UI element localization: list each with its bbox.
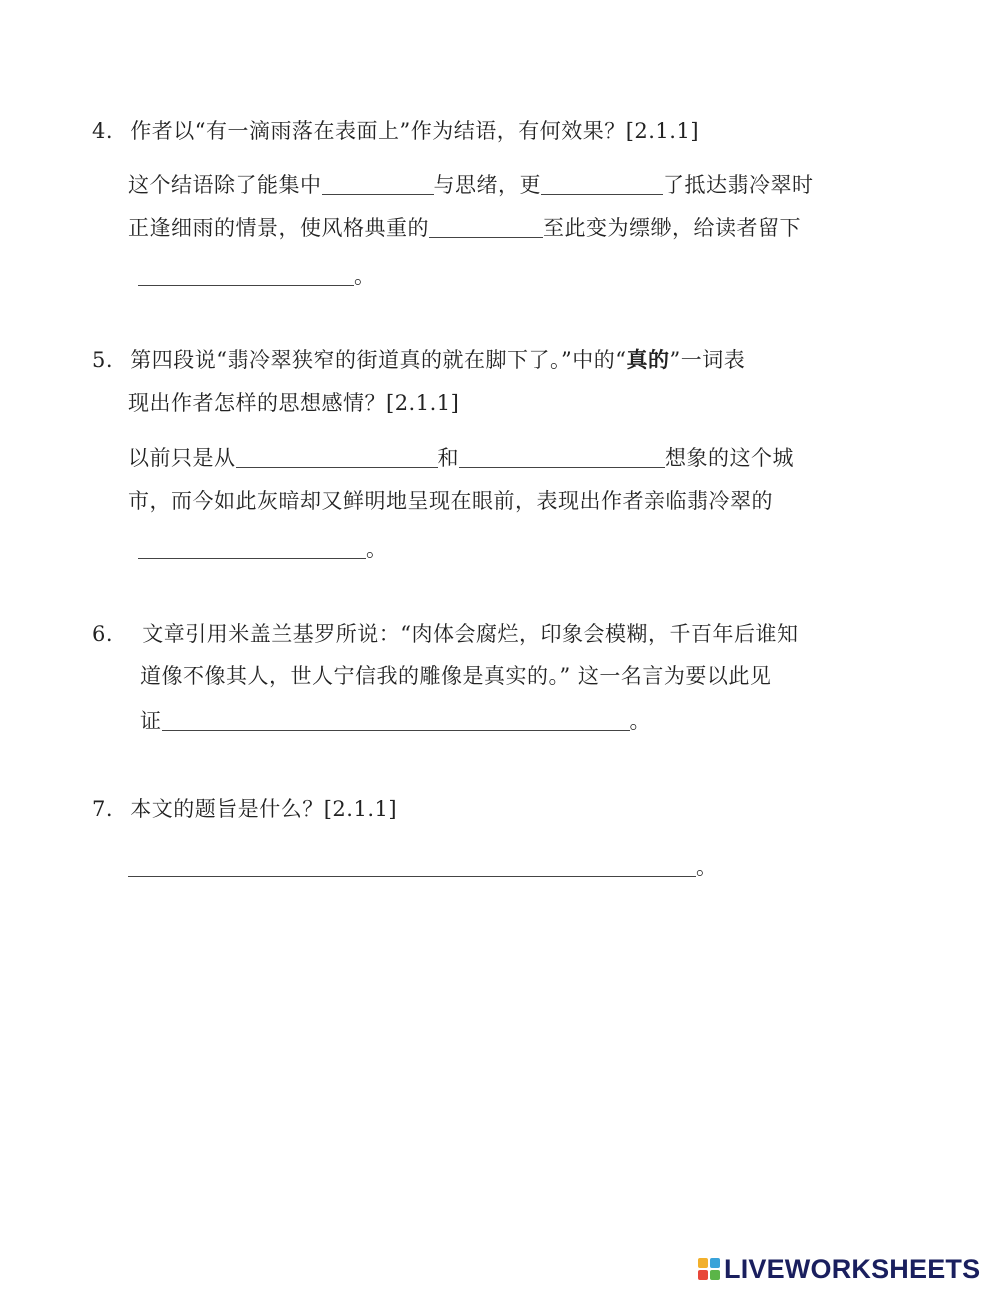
question-4-answer-line-2: [128, 213, 801, 243]
logo-square-icon: [698, 1258, 708, 1268]
question-7-prompt: [92, 794, 397, 824]
question-5-number: 5.: [92, 348, 114, 372]
answer-text: 至此变为缥缈，给读者留下: [543, 216, 801, 240]
question-6-text-line-1: 文章引用米盖兰基罗所说：“肉体会腐烂，印象会模糊，千百年后谁知: [142, 622, 799, 646]
answer-text: 。: [629, 709, 651, 733]
question-5-answer-line-2: 市，而今如此灰暗却又鲜明地呈现在眼前，表现出作者亲临翡冷翠的: [128, 489, 773, 513]
answer-text: 与思绪，更: [433, 173, 541, 197]
logo-square-icon: [710, 1270, 720, 1280]
answer-text: 正逢细雨的情景，使风格典重的: [128, 216, 429, 240]
blank-input[interactable]: [322, 174, 434, 195]
question-6-answer-line: [140, 706, 651, 736]
answer-text: 证: [140, 709, 162, 733]
question-7-number: 7.: [92, 797, 114, 821]
question-5-answer-line-3: [138, 534, 388, 564]
question-4-answer-line-1: [128, 170, 814, 200]
blank-input[interactable]: [138, 265, 354, 286]
question-7-text: 本文的题旨是什么？[2.1.1]: [130, 797, 398, 821]
answer-text: 。: [354, 264, 376, 288]
question-4-prompt: [92, 116, 699, 146]
blank-input[interactable]: [541, 174, 663, 195]
question-6-number: 6.: [92, 622, 114, 646]
logo-square-icon: [710, 1258, 720, 1268]
question-5-answer-line-1: [128, 443, 794, 473]
blank-input[interactable]: [459, 447, 665, 468]
question-4-answer-line-3: [138, 261, 376, 291]
answer-text: 。: [366, 537, 388, 561]
question-5-text-a: 第四段说“翡冷翠狭窄的街道真的就在脚下了。”中的“: [130, 348, 627, 372]
answer-text: 想象的这个城: [665, 446, 794, 470]
blank-input[interactable]: [138, 538, 366, 559]
answer-text: 了抵达翡冷翠时: [663, 173, 814, 197]
question-5-prompt-line-2: 现出作者怎样的思想感情？[2.1.1]: [128, 391, 460, 415]
question-6-prompt: [92, 619, 798, 649]
blank-input[interactable]: [236, 447, 438, 468]
question-5-prompt: [92, 345, 745, 375]
answer-text: 。: [696, 855, 718, 879]
blank-input[interactable]: [128, 856, 696, 877]
question-5-text-b: ”一词表: [669, 348, 746, 372]
answer-text: 这个结语除了能集中: [128, 173, 322, 197]
question-6-text-line-2: 道像不像其人，世人宁信我的雕像是真实的。” 这一名言为要以此见: [140, 664, 772, 688]
question-4-number: 4.: [92, 119, 114, 143]
answer-text: 和: [437, 446, 459, 470]
question-4-text: 作者以“有一滴雨落在表面上”作为结语，有何效果？[2.1.1]: [130, 119, 700, 143]
question-7-answer-line: [128, 852, 718, 882]
blank-input[interactable]: [429, 217, 543, 238]
logo-text: LIVEWORKSHEETS: [724, 1253, 981, 1284]
question-5-bold-word: 真的: [626, 347, 670, 372]
logo-grid-icon: [698, 1258, 720, 1280]
blank-input[interactable]: [162, 710, 630, 731]
logo-square-icon: [698, 1270, 708, 1280]
liveworksheets-logo: [698, 1254, 980, 1284]
answer-text: 以前只是从: [128, 446, 236, 470]
